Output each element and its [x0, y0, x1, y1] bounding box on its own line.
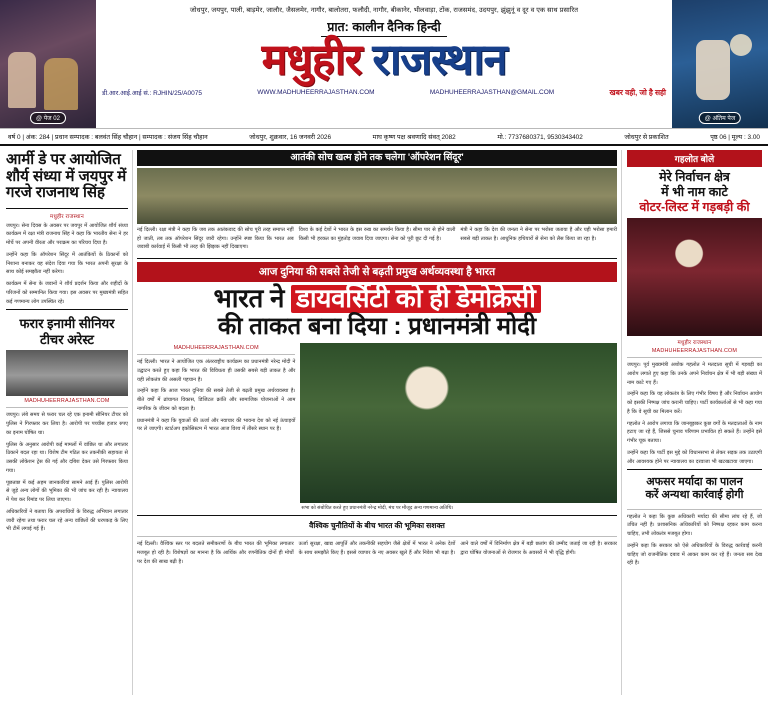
global-story-headline[interactable]: वैश्विक चुनौतियों के बीच भारत की भूमिका सशक्त	[309, 521, 445, 531]
gehlot-box-title: गहलोत बोले	[627, 150, 762, 167]
folio-volume: वर्ष 0 | अंक: 284 | प्रधान सम्पादक : बलवंत सिंह चौहान | सम्पादक : संजय सिंह चौहान	[8, 134, 208, 141]
masthead-rni: डी.आर.आई.आई सं.: RJHIN/25/A0075	[102, 90, 202, 98]
paragraph: विश्व के कई देशों ने भारत के इस रुख का समर्थन किया है। सीमा पार से होने वाली किसी भी हरकत का मुंहतोड़ जवाब दिया जाएगा। सेना को पूरी छूट दी गई है।	[298, 226, 456, 242]
teacher-story-headline[interactable]: फरार इनामी सीनियर टीचर अरेस्ट	[19, 316, 115, 347]
paragraph: उन्होंने कहा कि सरकार को ऐसे अधिकारियों के विरुद्ध कार्रवाई करनी चाहिए जो राजनीतिक दबाव में आकर काम कर रहे हैं। जनता सब देख रही है।	[627, 542, 762, 567]
modi-story-strapline: आज दुनिया की सबसे तेजी से बढ़ती प्रमुख अर्थव्यवस्था है भारत	[137, 262, 617, 282]
modi-story-body	[137, 343, 617, 512]
paragraph: पूछताछ में कई अहम जानकारियां सामने आई हैं। पुलिस आरोपी से जुड़े अन्य लोगों की भूमिका की भी जांच कर रही है। न्यायालय में पेश कर रिमांड पर लिया जाएगा।	[6, 479, 128, 504]
divider	[137, 515, 617, 516]
gehlot-headline[interactable]	[627, 167, 762, 218]
officers-headline-line1: अफसर मर्यादा का पालन	[646, 476, 743, 489]
masthead-photo-right-badge: @ अंतिम पेज	[699, 112, 741, 124]
operation-story-photo	[137, 168, 617, 224]
masthead-tagline: खबर वही, जो है सही	[609, 87, 666, 97]
divider	[6, 208, 128, 209]
divider	[137, 536, 617, 537]
global-story-text	[137, 540, 617, 569]
headline-text-plain: भारत ने	[213, 283, 292, 314]
army-story-headline[interactable]: आर्मी डे पर आयोजित शौर्य संध्या में जयपुर में गरजे राजनाथ सिंह	[6, 151, 127, 201]
paragraph: जयपुर। पूर्व मुख्यमंत्री अशोक गहलोत ने मतदाता सूची में गड़बड़ी का आरोप लगाते हुए कहा कि उनके अपने निर्वाचन क्षेत्र में भी बड़ी संख्या में नाम काटे गए हैं।	[627, 362, 762, 386]
teacher-story-text	[6, 411, 128, 534]
paragraph: गहलोत ने कहा कि कुछ अधिकारी मर्यादा की सीमा लांघ रहे हैं, जो उचित नहीं है। प्रशासनिक अधिकारियों को निष्पक्ष रहकर काम करना चाहिए, तभी लोकतंत्र मजबूत होगा।	[627, 513, 762, 538]
divider	[6, 309, 128, 310]
paragraph: ऊर्जा सुरक्षा, खाद्य आपूर्ति और तकनीकी सहयोग जैसे क्षेत्रों में भारत ने अनेक देशों के साथ समझौते किए हैं। इससे व्यापार के नए अवसर खुले हैं और निवेश भी बढ़ा है।	[298, 541, 456, 557]
teacher-story-photo	[6, 350, 128, 396]
masthead-subrail	[96, 88, 672, 98]
masthead-photo-left	[0, 0, 96, 128]
gehlot-story-source: MADHUHEERRAJASTHAN.COM	[651, 348, 738, 354]
paragraph: जयपुर। सेना दिवस के अवसर पर जयपुर में आयोजित शौर्य संध्या कार्यक्रम में रक्षा मंत्री राजनाथ सिंह ने कहा कि भारतीय सेना ने हर मोर्चे पर अपनी वीरता और पराक्रम का परिचय दिया है।	[6, 222, 128, 246]
masthead-edition-rail: जोधपुर, जयपुर, पाली, बाड़मेर, जालौर, जैसलमेर, नागौर, बालोतरा, फलौदी, नागौर, बीकानेर, भीलवाड़ा, टोंक, राजसमंद, उदयपुर, झुंझुनूं व दूर व एक साथ प्रसारित	[189, 7, 579, 14]
masthead-kicker: प्रात: कालीन दैनिक हिन्दी	[321, 18, 447, 37]
folio-phone: मो.: 7737680371, 9530343402	[497, 134, 583, 141]
gehlot-story-text	[627, 361, 762, 466]
divider	[137, 258, 617, 259]
officers-headline-line2: करें अन्यथा कार्रवाई होगी	[645, 489, 744, 502]
paragraph: पुलिस के अनुसार आरोपी कई मामलों में वांछित था और लगातार ठिकाने बदल रहा था। विशेष टीम गठित कर तकनीकी सहायता से उसकी लोकेशन ट्रेस की गई और दबिश देकर उसे गिरफ्तार किया गया।	[6, 441, 128, 474]
paragraph: कार्यक्रम में सेना के जवानों ने शौर्य प्रदर्शन किया और शहीदों के परिजनों को सम्मानित किया गया। इस अवसर पर मुख्यमंत्री सहित कई गणमान्य लोग उपस्थित रहे।	[6, 281, 128, 305]
army-story-byline: मधुहीर राजस्थान	[50, 213, 84, 220]
folio-pages: जोधपुर से प्रकाशित	[624, 134, 669, 141]
middle-column	[132, 150, 622, 695]
operation-story-text	[137, 226, 617, 255]
masthead-photo-left-badge: @ पेज 02	[30, 112, 66, 124]
paragraph: गहलोत ने आरोप लगाया कि जानबूझकर कुछ वर्गों के मतदाताओं के नाम हटाए जा रहे हैं, जिससे चुनाव परिणाम प्रभावित हो सकते हैं। उन्होंने इसे गंभीर चूक बताया।	[627, 420, 762, 444]
folio-price: पृष्ठ 06 | मूल्य : 3.00	[710, 134, 760, 141]
modi-story-photo	[300, 343, 617, 503]
title-part-2: राजस्थान	[372, 35, 507, 84]
headline-text-highlight: डायवर्सिटी को ही डेमोक्रेसी	[291, 285, 541, 313]
modi-story-headline-line2[interactable]: की ताकत बना दिया : प्रधानमंत्री मोदी	[217, 312, 537, 340]
folio-samvat: माघ कृष्ण पक्ष श्रवणादि संवत् 2082	[372, 134, 456, 141]
paragraph: उन्होंने कहा कि ऑपरेशन सिंदूर में आतंकियों के ठिकानों को निशाना बनाकर यह संदेश दिया गया कि भारत अपनी सुरक्षा के साथ कोई समझौता नहीं करेगा।	[6, 251, 128, 276]
modi-story-caption: सभा को संबोधित करते हुए प्रधानमंत्री नरेन्द्र मोदी, मंच पर मौजूद अन्य गणमान्य अतिथि।	[301, 506, 454, 512]
officers-story-text	[627, 513, 762, 569]
masthead	[0, 0, 768, 129]
left-column	[6, 150, 132, 695]
gehlot-headline-line1: मेरे निर्वाचन क्षेत्र	[659, 170, 730, 184]
modi-story-source: MADHUHEERRAJASTHAN.COM	[173, 345, 259, 352]
paragraph: आने वाले वर्षों में विनिर्माण क्षेत्र में बड़ी छलांग की उम्मीद जताई जा रही है। सरकार द्वारा घोषित योजनाओं से रोजगार के अवसरों में भी वृद्धि होगी।	[460, 541, 618, 557]
paragraph: नई दिल्ली। भारत ने आयोजित एक अंतरराष्ट्रीय कार्यक्रम का प्रधानमंत्री नरेन्द्र मोदी ने उद्घाटन करते हुए कहा कि भारत की विविधता ही उसकी सबसे बड़ी ताकत है और यही लोकतंत्र की असली पहचान है।	[137, 359, 296, 383]
paragraph: मंत्री ने कहा कि देश की जनता ने सेना पर भरोसा जताया है और यही भरोसा हमारी सबसे बड़ी ताकत है। आधुनिक हथियारों से सेना को लैस किया जा रहा है।	[460, 226, 618, 242]
paragraph: नई दिल्ली। रक्षा मंत्री ने कहा कि जब तक आतंकवाद की सोच पूरी तरह समाप्त नहीं हो जाती, तब तक ऑपरेशन सिंदूर जारी रहेगा। उन्होंने स्पष्ट किया कि भारत अब जवाबी कार्रवाई में किसी भी तरह की झिझक नहीं दिखाएगा।	[137, 226, 294, 251]
paragraph: उन्होंने कहा कि आज भारत दुनिया की सबसे तेजी से बढ़ती प्रमुख अर्थव्यवस्था है। बीते वर्षों में ढांचागत विकास, डिजिटल क्रांति और सामाजिक योजनाओं ने आम नागरिक के जीवन को बदला है।	[137, 388, 296, 412]
gehlot-photo-caption: मधुहीर राजस्थान	[677, 340, 712, 346]
paragraph: नई दिल्ली। वैश्विक स्तर पर बदलते समीकरणों के बीच भारत की भूमिका लगातार मजबूत हो रही है। विशेषज्ञों का मानना है कि आर्थिक और रणनीतिक दोनों ही मोर्चों पर देश की साख बढ़ी है।	[137, 541, 294, 565]
masthead-email[interactable]: MADHUHEERRAJASTHAN@GMAIL.COM	[429, 89, 555, 97]
divider	[627, 357, 762, 358]
modi-story-headline-line1[interactable]	[137, 282, 617, 314]
paragraph: उन्होंने कहा कि पार्टी इस मुद्दे को विधानसभा से लेकर सड़क तक उठाएगी और आवश्यक होने पर न्यायालय का दरवाजा भी खटखटाया जाएगा।	[627, 449, 762, 465]
paragraph: प्रधानमंत्री ने कहा कि युवाओं की ऊर्जा और नवाचार की भावना देश को नई ऊंचाइयों पर ले जाएगी। स्टार्टअप इकोसिस्टम में भारत आज विश्व में तीसरे स्थान पर है।	[137, 417, 296, 433]
officers-story-headline[interactable]	[627, 473, 762, 505]
paragraph: जयपुर। लंबे समय से फरार चल रहे एक इनामी सीनियर टीचर को पुलिस ने गिरफ्तार कर लिया है। आरोपी पर पच्चीस हजार रुपए का इनाम घोषित था।	[6, 412, 128, 436]
operation-story-headline[interactable]: आतंकी सोच खत्म होने तक चलेगा 'ऑपरेशन सिंदूर'	[137, 150, 617, 166]
divider	[627, 469, 762, 470]
paragraph: अधिकारियों ने बताया कि अपराधियों के विरुद्ध अभियान लगातार जारी रहेगा तथा फरार चल रहे अन्य वांछितों की धरपकड़ के लिए भी टीमें लगाई गई हैं।	[6, 508, 128, 533]
divider	[627, 509, 762, 510]
newspaper-title	[96, 35, 672, 84]
title-part-1: मधुहीर	[261, 35, 362, 84]
page-content	[0, 146, 768, 695]
army-story-text	[6, 222, 128, 307]
folio-place-date: जोधपुर, शुक्रवार, 16 जनवरी 2026	[249, 134, 332, 141]
paragraph: उन्होंने कहा कि यह लोकतंत्र के लिए गंभीर विषय है और निर्वाचन आयोग को इसकी निष्पक्ष जांच करानी चाहिए। पार्टी कार्यकर्ताओं से भी कहा गया है कि वे सूची का मिलान करें।	[627, 391, 762, 415]
divider	[6, 407, 128, 408]
masthead-website[interactable]: WWW.MADHUHEERRAJASTHAN.COM	[257, 89, 375, 97]
folio-strip	[0, 129, 768, 146]
gehlot-headline-line2: में भी नाम काटे	[661, 185, 728, 199]
divider	[137, 354, 295, 355]
teacher-story-source: MADHUHEERRAJASTHAN.COM	[24, 398, 110, 405]
masthead-photo-right	[672, 0, 768, 128]
gehlot-photo	[627, 218, 762, 336]
right-column	[622, 150, 762, 695]
gehlot-headline-red: वोटर-लिस्ट में गड़बड़ी की	[639, 200, 750, 214]
masthead-center	[96, 0, 672, 128]
